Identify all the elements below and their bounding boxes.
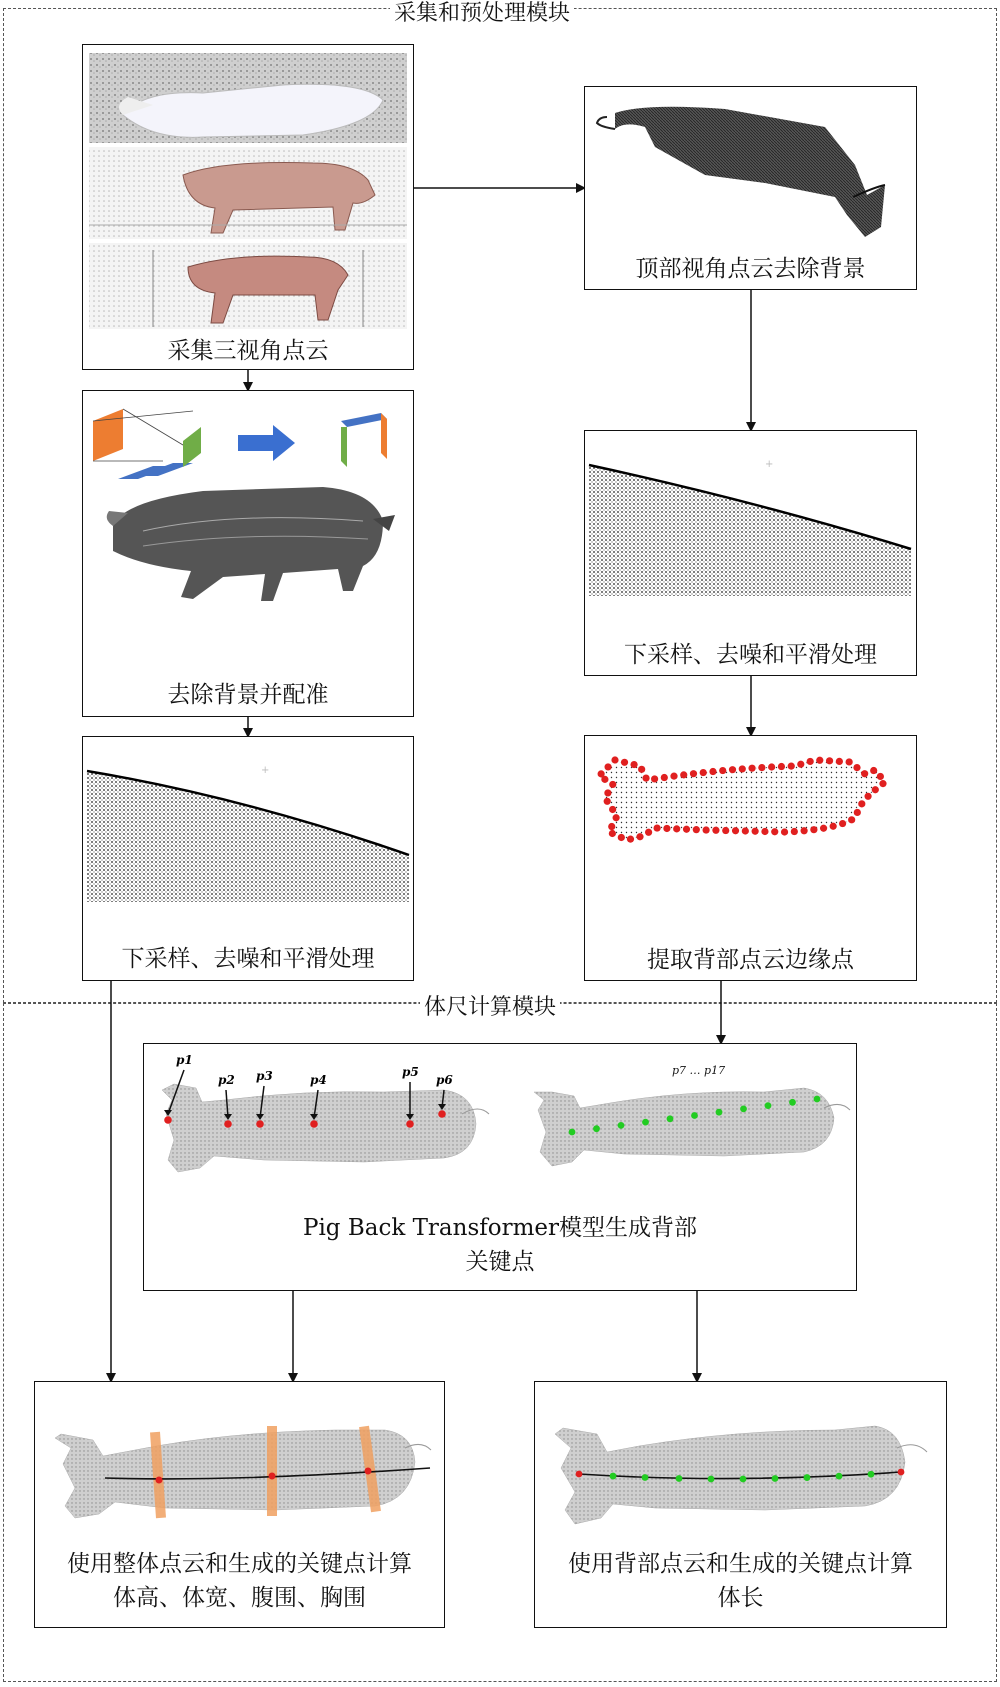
register-caption: 去除背景并配准 bbox=[167, 682, 329, 708]
keypoint-green bbox=[716, 1109, 723, 1116]
edge-point bbox=[661, 774, 668, 781]
length-keypoint bbox=[708, 1476, 715, 1483]
edge-point bbox=[604, 763, 611, 770]
top-view-point-cloud bbox=[585, 87, 915, 257]
edge-point bbox=[788, 763, 795, 770]
downsample-right-box bbox=[584, 430, 917, 676]
length-keypoint bbox=[836, 1473, 843, 1480]
edge-point bbox=[870, 767, 877, 774]
edge-point bbox=[722, 827, 729, 834]
measurement-module-title: 体尺计算模块 bbox=[420, 990, 560, 1021]
edge-point bbox=[630, 761, 637, 768]
edge-point bbox=[638, 766, 645, 773]
edge-point bbox=[839, 820, 846, 827]
edge-point bbox=[748, 765, 755, 772]
keypoint-p3 bbox=[256, 1120, 264, 1128]
collect-box bbox=[82, 44, 414, 370]
svg-text:+: + bbox=[261, 765, 270, 776]
keypoint-p6 bbox=[438, 1110, 446, 1118]
whole-measure-box bbox=[34, 1381, 445, 1628]
length-keypoint bbox=[898, 1469, 905, 1476]
keypoint-green bbox=[618, 1122, 625, 1129]
top-bg-box bbox=[584, 86, 917, 290]
downsampled-surface bbox=[83, 737, 412, 907]
edge-point bbox=[609, 806, 616, 813]
edge-point bbox=[853, 764, 860, 771]
edge-caption: 提取背部点云边缘点 bbox=[647, 947, 854, 973]
edge-point bbox=[807, 758, 814, 765]
keypoint-label-p1: p1 bbox=[176, 1053, 193, 1067]
keypoint-label-p4: p4 bbox=[310, 1073, 327, 1087]
edge-point bbox=[781, 828, 788, 835]
edge-point bbox=[654, 824, 661, 831]
transformer-box bbox=[143, 1043, 857, 1291]
edge-point bbox=[846, 758, 853, 765]
edge-point bbox=[645, 829, 652, 836]
edge-point bbox=[608, 823, 615, 830]
edge-point bbox=[854, 809, 861, 816]
downsampled-surface-right bbox=[585, 431, 915, 601]
edge-point bbox=[642, 774, 649, 781]
edge-point bbox=[877, 773, 884, 780]
edge-point bbox=[609, 830, 616, 837]
keypoint-green bbox=[642, 1119, 649, 1126]
length-keypoint bbox=[868, 1471, 875, 1478]
edge-point bbox=[758, 764, 765, 771]
edge-point bbox=[872, 786, 879, 793]
back-caption-line1: 使用背部点云和生成的关键点计算 bbox=[568, 1551, 913, 1577]
edge-point bbox=[729, 766, 736, 773]
back-edge-point-cloud bbox=[585, 736, 915, 916]
top-bg-caption: 顶部视角点云去除背景 bbox=[635, 256, 866, 282]
keypoint-range-label: p7 … p17 bbox=[672, 1064, 726, 1077]
edge-point bbox=[864, 793, 871, 800]
keypoint-label-p5: p5 bbox=[402, 1065, 419, 1079]
registered-pig-point-cloud bbox=[107, 487, 395, 601]
three-view-images bbox=[83, 45, 412, 335]
edge-point bbox=[848, 816, 855, 823]
edge-point bbox=[651, 775, 658, 782]
edge-point bbox=[826, 757, 833, 764]
edge-point bbox=[797, 761, 804, 768]
edge-point bbox=[700, 769, 707, 776]
back-caption-line2: 体长 bbox=[717, 1585, 764, 1611]
edge-point bbox=[709, 768, 716, 775]
length-keypoint bbox=[576, 1471, 583, 1478]
keypoint-p4 bbox=[310, 1120, 318, 1128]
edge-point bbox=[611, 756, 618, 763]
length-keypoint bbox=[740, 1476, 747, 1483]
length-keypoint bbox=[610, 1473, 617, 1480]
edge-point bbox=[861, 770, 868, 777]
keypoint-green bbox=[740, 1106, 747, 1113]
length-keypoint bbox=[676, 1475, 683, 1482]
keypoint-green bbox=[667, 1115, 674, 1122]
edge-point bbox=[791, 828, 798, 835]
length-keypoint bbox=[642, 1474, 649, 1481]
keypoint-green bbox=[593, 1125, 600, 1132]
edge-point bbox=[732, 827, 739, 834]
transformer-caption-line2: 关键点 bbox=[465, 1249, 535, 1275]
keypoint-p2 bbox=[224, 1120, 232, 1128]
body-length-measurement bbox=[535, 1382, 945, 1542]
keypoint-label-p2: p2 bbox=[218, 1073, 235, 1087]
pig-point-cloud-left bbox=[162, 1084, 489, 1172]
keypoint-label-p3: p3 bbox=[256, 1069, 273, 1083]
edge-point bbox=[836, 758, 843, 765]
edge-point bbox=[820, 825, 827, 832]
edge-point bbox=[858, 800, 865, 807]
whole-body-measurement bbox=[35, 1382, 443, 1542]
edge-point bbox=[712, 827, 719, 834]
edge-point bbox=[598, 770, 605, 777]
whole-caption-line2: 体高、体宽、腹围、胸围 bbox=[113, 1585, 366, 1611]
acquisition-module-title: 采集和预处理模块 bbox=[390, 0, 574, 27]
edge-point bbox=[680, 771, 687, 778]
edge-point bbox=[778, 763, 785, 770]
registration-panels bbox=[93, 409, 201, 479]
edge-point bbox=[627, 836, 634, 843]
downsample-left-caption: 下采样、去噪和平滑处理 bbox=[121, 946, 375, 972]
length-keypoint bbox=[772, 1475, 779, 1482]
edge-point bbox=[621, 759, 628, 766]
edge-point bbox=[830, 823, 837, 830]
keypoint-green bbox=[814, 1096, 821, 1103]
length-keypoint bbox=[804, 1474, 811, 1481]
transformer-caption-line1: Pig Back Transformer模型生成背部 bbox=[302, 1215, 698, 1241]
keypoint-green bbox=[569, 1129, 576, 1136]
edge-point bbox=[768, 763, 775, 770]
edge-point bbox=[719, 767, 726, 774]
keypoint-green bbox=[765, 1102, 772, 1109]
edge-point bbox=[604, 798, 611, 805]
keypoint-generation-illustration bbox=[144, 1044, 855, 1204]
keypoint-p5 bbox=[406, 1120, 414, 1128]
edge-point bbox=[703, 826, 710, 833]
edge-point bbox=[618, 834, 625, 841]
edge-point bbox=[810, 826, 817, 833]
edge-point bbox=[801, 827, 808, 834]
keypoint-label-p6: p6 bbox=[436, 1073, 453, 1087]
whole-caption-line1: 使用整体点云和生成的关键点计算 bbox=[67, 1551, 412, 1577]
edge-point bbox=[663, 825, 670, 832]
edge-point bbox=[693, 826, 700, 833]
edge-point bbox=[752, 828, 759, 835]
edge-point bbox=[670, 773, 677, 780]
edge-point bbox=[761, 828, 768, 835]
keypoint-green bbox=[691, 1112, 698, 1119]
edge-point bbox=[690, 770, 697, 777]
edge-point bbox=[673, 825, 680, 832]
keypoint-green bbox=[789, 1099, 796, 1106]
collect-caption: 采集三视角点云 bbox=[167, 338, 329, 364]
edge-box bbox=[584, 735, 917, 981]
edge-point bbox=[739, 765, 746, 772]
downsample-left-box bbox=[82, 736, 414, 981]
svg-text:+: + bbox=[765, 459, 774, 470]
edge-point bbox=[613, 814, 620, 821]
edge-point bbox=[609, 781, 616, 788]
arrow-right-icon bbox=[238, 425, 295, 461]
registration-illustration bbox=[83, 391, 412, 671]
pig-point-cloud-right bbox=[534, 1088, 850, 1166]
register-box bbox=[82, 390, 414, 717]
keypoint-p1 bbox=[164, 1116, 172, 1124]
edge-point bbox=[816, 757, 823, 764]
edge-point bbox=[683, 826, 690, 833]
edge-point bbox=[879, 780, 886, 787]
edge-point bbox=[604, 789, 611, 796]
back-measure-box bbox=[534, 1381, 947, 1628]
edge-point bbox=[771, 828, 778, 835]
edge-point bbox=[636, 833, 643, 840]
edge-point bbox=[742, 827, 749, 834]
downsample-right-caption: 下采样、去噪和平滑处理 bbox=[624, 642, 877, 668]
